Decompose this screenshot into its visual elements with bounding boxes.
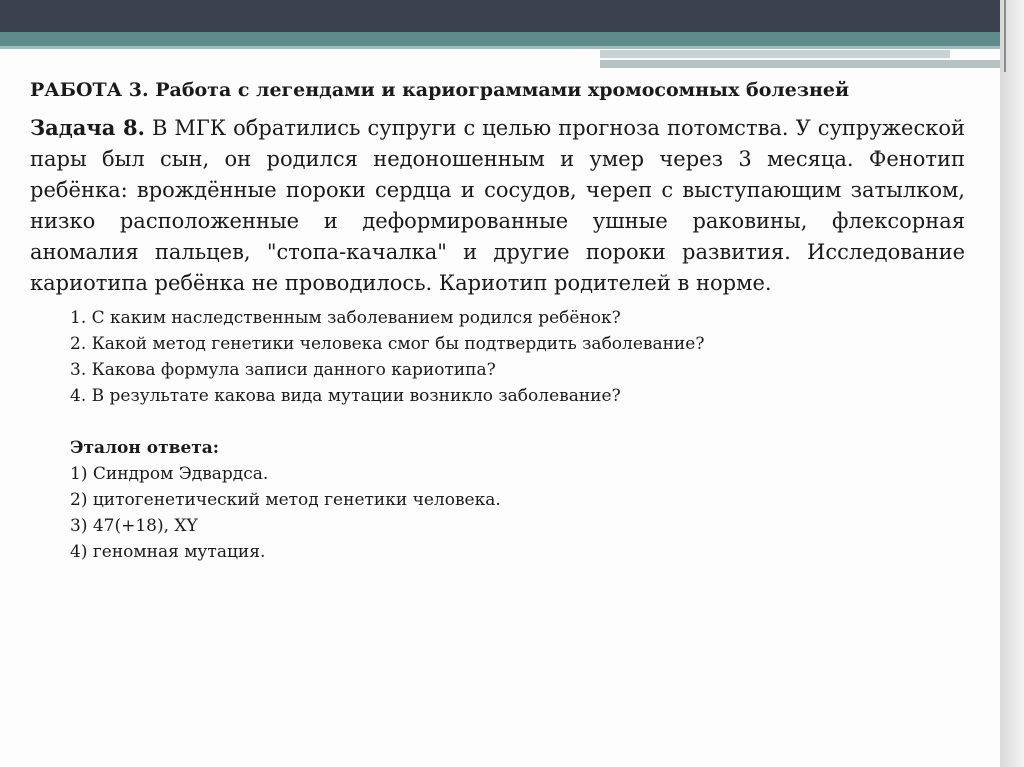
header-teal-band xyxy=(0,32,1000,46)
answer-block xyxy=(70,435,965,565)
answer-item: 1) Синдром Эдвардса. xyxy=(70,464,269,484)
slide-title: РАБОТА 3. Работа с легендами и кариограммами хромосомных болезней xyxy=(30,79,850,101)
question-item: 1. С каким наследственным заболеванием родился ребёнок? xyxy=(70,308,621,328)
page-edge-line xyxy=(1004,0,1006,72)
header-accent-bar-lower xyxy=(600,60,1000,68)
answer-item: 4) геномная мутация. xyxy=(70,542,266,562)
question-item: 3. Какова формула записи данного кариотипа? xyxy=(70,360,496,380)
task-label: Задача 8. xyxy=(30,115,145,140)
question-item: 2. Какой метод генетики человека смог бы подтвердить заболевание? xyxy=(70,334,705,354)
page-edge-shadow xyxy=(1000,0,1024,767)
answer-item: 3) 47(+18), XY xyxy=(70,516,198,536)
question-item: 4. В результате какова вида мутации возникло заболевание? xyxy=(70,386,621,406)
task-text: В МГК обратились супруги с целью прогноза потомства. У супружеской пары был сын, он родился недоношенным и умер через 3 месяца. Фенотип ребёнка: врождённые пороки сердца и сосудов, череп с выступающим затылком, низко расположенные и деформированные ушные раковины, флексорная аномалия пальцев, "стопа-качалка" и другие пороки развития. Исследование кариотипа ребёнка не проводилось. Кариотип родителей в норме. xyxy=(30,116,965,295)
header-dark-bar xyxy=(0,0,1000,32)
slide-content xyxy=(30,78,965,565)
header-accent-bar xyxy=(600,50,950,58)
header-teal-line xyxy=(0,46,1000,49)
task-paragraph xyxy=(30,112,965,299)
question-list xyxy=(70,305,965,409)
answer-item: 2) цитогенетический метод генетики человека. xyxy=(70,490,501,510)
answer-heading: Эталон ответа: xyxy=(70,438,220,458)
